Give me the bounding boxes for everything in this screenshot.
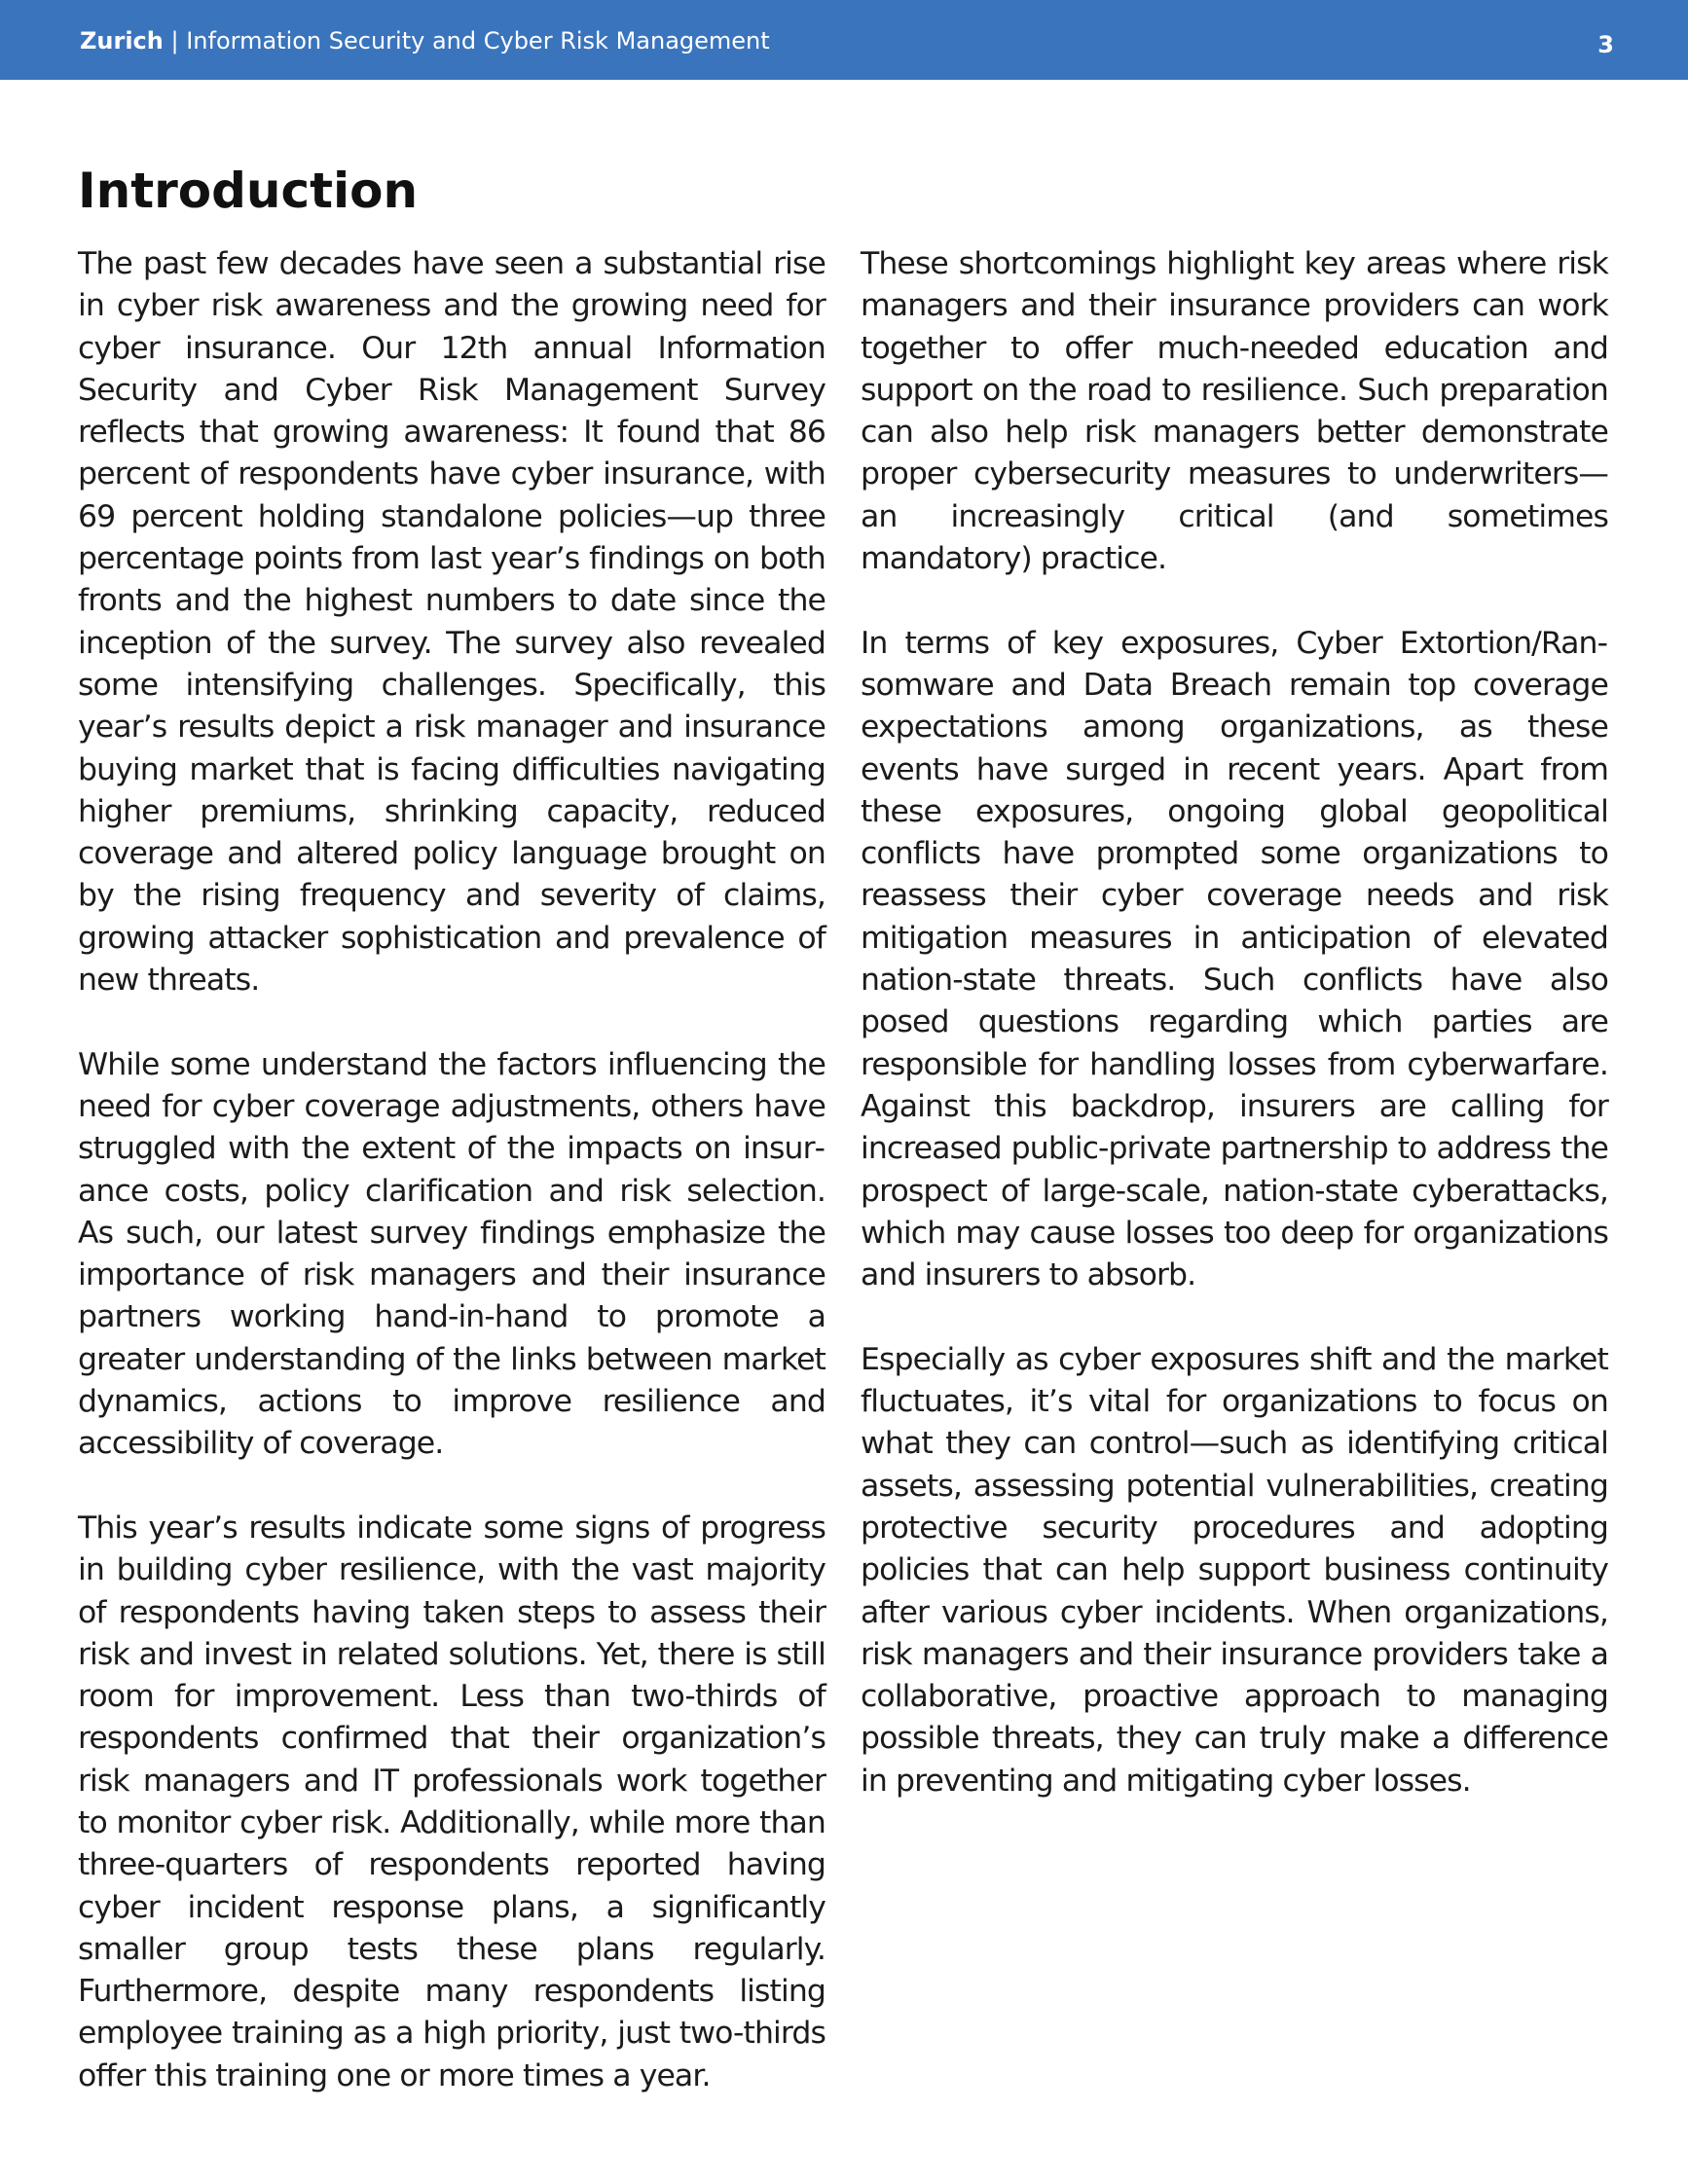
header-publication-title: Information Security and Cyber Risk Management bbox=[186, 27, 770, 55]
right-column bbox=[861, 243, 1608, 1844]
section-title: Introduction bbox=[78, 163, 419, 219]
header-running-title bbox=[80, 26, 770, 55]
page-number: 3 bbox=[1597, 31, 1614, 58]
paragraph-left-1: The past few decades have seen a substantial rise in cyber risk awareness and the growing need for cyber insurance. Our 12th annual Information Security and Cyber Risk Management Survey reflects that growing awareness: It found that 86 percent of respondents have cyber insurance, with 69 percent holding standalone policies—up three percentage points from last year’s findings on both fronts and the highest numbers to date since the inception of the survey. The survey also revealed some intensifying challenges. Specifically, this year’s results depict a risk manager and insurance buying market that is facing difficulties navigating higher premiums, shrinking capacity, reduced coverage and altered policy language brought on by the rising frequency and severity of claims, growing attacker sophistication and prevalence of new threats. bbox=[78, 246, 826, 999]
paragraph-left-2: While some understand the factors influencing the need for cyber coverage adjustments, others have struggled with the extent of the impacts on insurance costs, policy clarification and risk selection. As such, our latest survey findings emphasize the importance of risk managers and their insurance partners working hand-in-hand to promote a greater understanding of the links between market dynamics, actions to improve resilience and accessibility of coverage. bbox=[78, 1046, 826, 1462]
header-brand: Zurich bbox=[80, 27, 164, 55]
header-separator: | bbox=[163, 27, 187, 55]
paragraph-right-3: Especially as cyber exposures shift and the market fluctuates, it’s vital for organizations to focus on what they can control—such as identifying critical assets, assessing potential vulnerabilities, creating protective security procedures and adopting policies that can help support business continuity after various cyber incidents. When organizations, risk managers and their insurance providers take a collaborative, proactive approach to managing possible threats, they can truly make a difference in preventing and mitigating cyber losses. bbox=[861, 1341, 1608, 1799]
paragraph-left-3: This year’s results indicate some signs of progress in building cyber resilience, with the vast majority of respondents having taken steps to assess their risk and invest in related solutions. Yet, there is still room for improvement. Less than two-thirds of respondents confirmed that their organization’s risk managers and IT professionals work together to monitor cyber risk. Additionally, while more than three-quarters of respondents reported having cyber incident response plans, a significantly smaller group tests these plans regularly. Furthermore, despite many respondents listing employee training as a high priority, just two-thirds offer this training one or more times a year. bbox=[78, 1510, 826, 2093]
paragraph-right-2: In terms of key exposures, Cyber Extortion/Ransomware and Data Breach remain top coverage expectations among organizations, as these events have surged in recent years. Apart from these exposures, ongoing global geopolitical conflicts have prompted some organizations to reassess their cyber coverage needs and risk mitigation measures in anticipation of elevated nation-state threats. Such conflicts have also posed questions regarding which parties are responsible for handling losses from cyberwarfare. Against this backdrop, insurers are calling for increased public-private partnership to address the prospect of large-scale, nation-state cyberattacks, which may cause losses too deep for organizations and insurers to absorb. bbox=[861, 625, 1608, 1293]
page-header bbox=[0, 0, 1688, 80]
left-column bbox=[78, 243, 826, 2139]
paragraph-right-1: These shortcomings highlight key areas where risk managers and their insurance providers can work together to offer much-needed education and support on the road to resilience. Such preparation can also help risk managers better demonstrate proper cybersecurity measures to underwriters—an increasingly critical (and sometimes mandatory) practice. bbox=[861, 246, 1608, 577]
